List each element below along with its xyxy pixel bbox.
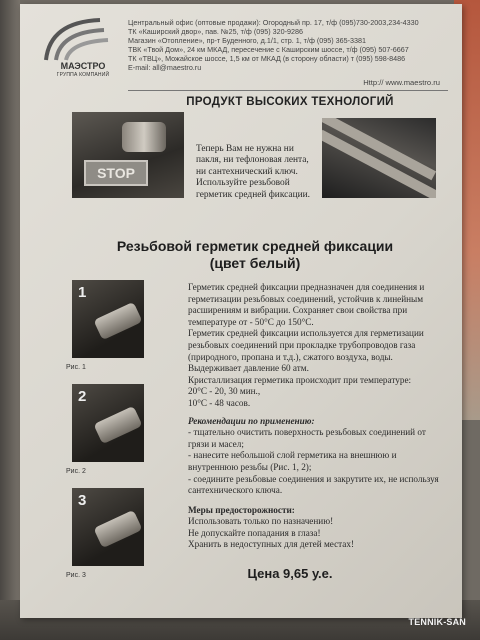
pipe-icon bbox=[93, 510, 142, 549]
description-paragraph: Герметик средней фиксации используется для герметизации резьбовых соединений при прокладке трубопроводов газа (природного, пропана и т.д.), сжатого воздуха, воды. Выдерживает давление 60 атм. bbox=[188, 328, 424, 374]
pipe-icon bbox=[93, 302, 142, 341]
maestro-logo-icon bbox=[40, 14, 118, 62]
contact-line: Магазин «Отопление», пр-т Буденного, д.1/1, стр. 1, т/ф (095) 365-3381 bbox=[128, 36, 367, 46]
headline: ПРОДУКТ ВЫСОКИХ ТЕХНОЛОГИЙ bbox=[186, 96, 394, 108]
recommendation-item: - нанесите небольшой слой герметика на внешнюю и внутреннюю резьбы (Рис. 1, 2); bbox=[188, 450, 397, 472]
figure-caption: Рис. 1 bbox=[66, 364, 86, 371]
figure-number: 2 bbox=[78, 388, 87, 405]
background-left bbox=[0, 0, 20, 640]
product-title-line2: (цвет белый) bbox=[209, 255, 301, 271]
warning-item: Хранить в недоступных для детей местах! bbox=[188, 539, 355, 550]
figure-1-photo bbox=[72, 280, 144, 358]
warning-item: Использовать только по назначению! bbox=[188, 516, 334, 527]
header-divider bbox=[128, 90, 448, 91]
figure-number: 1 bbox=[78, 284, 87, 301]
figure-number: 3 bbox=[78, 492, 87, 509]
figure-3-photo bbox=[72, 488, 144, 566]
stop-photo bbox=[72, 112, 184, 198]
product-photo bbox=[322, 118, 436, 198]
website-text: Http:// www.maestro.ru bbox=[363, 78, 440, 87]
contact-line: E-mail: all@maestro.ru bbox=[128, 63, 202, 73]
figure-caption: Рис. 2 bbox=[66, 468, 86, 475]
watermark: TENNIK-SAN bbox=[408, 617, 466, 627]
recommendation-item: - соедините резьбовые соединения и закрутите их, не используя сантехнического ключа. bbox=[188, 473, 439, 496]
price-label: Цена 9,65 у.е. bbox=[247, 566, 333, 581]
description-paragraph: Герметик средней фиксации предназначен для соединения и герметизации резьбовых соединений, устойчив к линейным расширениям и вибрации. Сохраняет свои свойства при температуре от - 50°С до 150°С. bbox=[188, 282, 425, 327]
figure-caption: Рис. 3 bbox=[66, 572, 86, 579]
warnings-title: Меры предосторожности: bbox=[188, 504, 295, 515]
product-title bbox=[110, 238, 400, 272]
pipe-icon bbox=[93, 406, 142, 445]
description-paragraph: 10°С - 48 часов. bbox=[188, 397, 251, 408]
product-title-line1: Резьбовой герметик средней фиксации bbox=[116, 238, 394, 254]
description-paragraph: 20°С - 20, 30 мин., bbox=[188, 386, 261, 397]
recommendations-title: Рекомендации по применению: bbox=[188, 415, 315, 426]
warning-item: Не допускайте попадания в глаза! bbox=[188, 527, 321, 538]
stop-sign: STOP bbox=[84, 160, 148, 186]
contact-block bbox=[128, 18, 448, 73]
logo-subtitle: ГРУППА КОМПАНИЙ bbox=[56, 72, 110, 78]
contact-line: ТК «ТВЦ», Можайское шоссе, 1,5 км от МКАД (в сторону области) т (095) 598-8486 bbox=[128, 54, 406, 64]
logo-name: МАЭСТРО bbox=[60, 61, 106, 71]
description-paragraph: Кристаллизация герметика происходит при температуре: bbox=[188, 374, 412, 385]
product-description bbox=[188, 282, 446, 551]
contact-line: ТВК «Твой Дом», 24 км МКАД, пересечение с Каширским шоссе, т/ф (095) 507-6667 bbox=[128, 45, 409, 55]
recommendation-item: - тщательно очистить поверхность резьбовых соединений от грязи и масел; bbox=[188, 427, 426, 449]
pipe-icon bbox=[122, 122, 166, 152]
figure-2-photo bbox=[72, 384, 144, 462]
contact-line: Центральный офис (оптовые продажи): Огородный пр. 17, т/ф (095)730-2003,234-4330 bbox=[128, 18, 419, 27]
contact-line: ТК «Каширский двор», пав. №25, т/ф (095) 320-9286 bbox=[128, 27, 303, 37]
intro-text: Теперь Вам не нужна ни пакля, ни тефлоновая лента, ни сантехнический ключ. Используйте резьбовой герметик средней фиксации. bbox=[196, 144, 310, 200]
